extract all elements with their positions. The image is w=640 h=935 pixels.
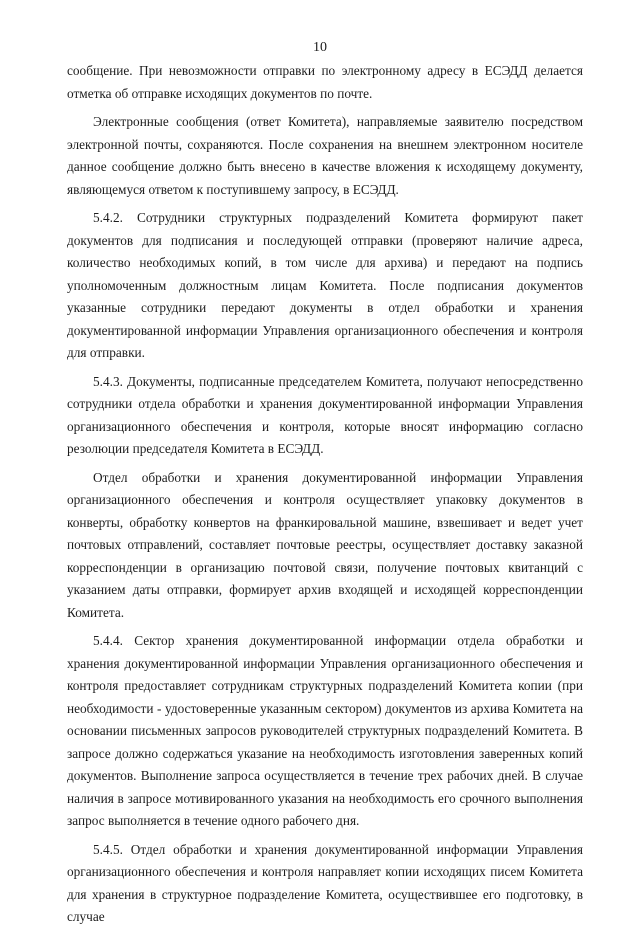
paragraph-processing-department: Отдел обработки и хранения документированной информации Управления организационного обеспечения и контроля осуществляет упаковку документов в конверты, обработку конвертов на франкировальной машине, взвешивает и ведет учет почтовых отправлений, составляет почтовые реестры, осуществляет доставку заказной корреспонденции в организацию почтовой связи, получение почтовых квитанций с указанием даты отправки, формирует архив входящей и исходящей корреспонденции Комитета. (67, 469, 583, 620)
document-body (67, 60, 583, 935)
paragraph-5-4-4: 5.4.4. Сектор хранения документированной информации отдела обработки и хранения документированной информации Управления организационного обеспечения и контроля предоставляет сотрудникам структурных подразделений Комитета копии (при необходимости - удостоверенные указанным сектором) документов из архива Комитета на основании письменных запросов руководителей структурных подразделений Комитета. В запросе должно содержаться указание на необходимость изготовления заверенных копий документов. Выполнение запроса осуществляется в течение трех рабочих дней. В случае наличия в запросе мотивированного указания на необходимость его срочного выполнения запрос выполняется в течение одного рабочего дня. (67, 633, 583, 828)
paragraph-5-4-2: 5.4.2. Сотрудники структурных подразделений Комитета формируют пакет документов для подписания и последующей отправки (проверяют наличие адреса, количество необходимых копий, в том числе для архива) и передают на подпись уполномоченным должностным лицам Комитета. После подписания документов указанные сотрудники передают документы в отдел обработки и хранения документированной информации Управления организационного обеспечения и контроля для отправки. (67, 210, 583, 360)
page-number: 10 (313, 40, 327, 55)
paragraph-5-4-5: 5.4.5. Отдел обработки и хранения документированной информации Управления организационного обеспечения и контроля направляет копии исходящих писем Комитета для хранения в структурное подразделение Комитета, осуществившее его подготовку, в случае (67, 841, 583, 924)
paragraph-electronic-messages: Электронные сообщения (ответ Комитета), направляемые заявителю посредством электронной почты, сохраняются. После сохранения на внешнем электронном носителе данное сообщение должно быть внесено в качестве вложения к исходящему документу, являющемуся ответом к поступившему запросу, в ЕСЭДД. (67, 114, 583, 197)
paragraph-continuation: сообщение. При невозможности отправки по электронному адресу в ЕСЭДД делается отметка об отправке исходящих документов по почте. (67, 63, 583, 101)
paragraph-5-4-3: 5.4.3. Документы, подписанные председателем Комитета, получают непосредственно сотрудники отдела обработки и хранения документированной информации Управления организационного обеспечения и контроля, которые вносят информацию согласно резолюции председателя Комитета в ЕСЭДД. (67, 373, 583, 456)
